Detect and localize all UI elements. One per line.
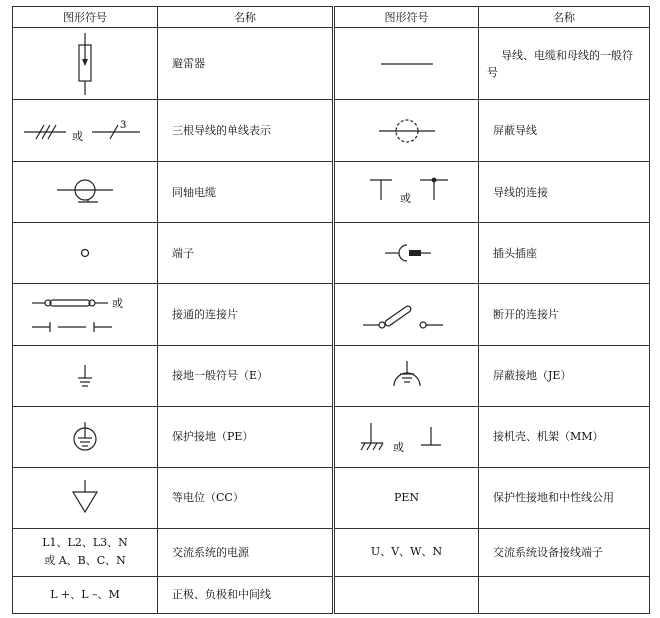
equipotential-symbol bbox=[13, 467, 158, 528]
table-row bbox=[13, 406, 650, 467]
shield-ground-icon bbox=[389, 358, 425, 394]
table-row bbox=[13, 284, 650, 345]
or-label: 或 bbox=[399, 192, 411, 206]
arrester-name: 避雷器 bbox=[158, 28, 334, 100]
arrester-symbol bbox=[13, 28, 158, 100]
shield-ground-symbol bbox=[334, 345, 479, 406]
protective-ground-name: 保护接地（PE） bbox=[158, 406, 334, 467]
ac-source-name: 交流系统的电源 bbox=[158, 528, 334, 576]
wire-junction-icon bbox=[362, 172, 452, 212]
symbol-table bbox=[12, 6, 650, 614]
plug-socket-icon bbox=[367, 238, 447, 268]
shielded-wire-icon bbox=[367, 113, 447, 149]
table-row bbox=[13, 100, 650, 162]
pen-symbol: PEN bbox=[334, 467, 479, 528]
protective-ground-symbol bbox=[13, 406, 158, 467]
closed-link-symbol bbox=[13, 284, 158, 345]
or-label: 或 bbox=[72, 129, 83, 143]
shielded-wire-name: 屏蔽导线 bbox=[479, 100, 650, 162]
dc-poles-symbol: L +、L –、M bbox=[13, 576, 158, 613]
equipotential-icon bbox=[65, 478, 105, 518]
empty-cell bbox=[334, 576, 479, 613]
three-wire-symbol bbox=[13, 100, 158, 162]
header-symbol-right: 图形符号 bbox=[334, 7, 479, 28]
shielded-wire-symbol bbox=[334, 100, 479, 162]
terminal-icon bbox=[75, 243, 95, 263]
wire-count-label: 3 bbox=[120, 119, 127, 131]
three-wire-icon bbox=[20, 116, 150, 146]
table-row bbox=[13, 162, 650, 223]
conductor-name: 导线、电缆和母线的一般符号 bbox=[479, 28, 650, 100]
protective-ground-icon bbox=[67, 419, 103, 455]
chassis-ground-symbol bbox=[334, 406, 479, 467]
open-link-name: 断开的连接片 bbox=[479, 284, 650, 345]
ground-symbol bbox=[13, 345, 158, 406]
arrester-icon bbox=[65, 31, 105, 97]
header-name-right: 名称 bbox=[479, 7, 650, 28]
pen-name: 保护性接地和中性线公用 bbox=[479, 467, 650, 528]
ground-name: 接地一般符号（E） bbox=[158, 345, 334, 406]
ac-source-line-2: 或 A、B、C、N bbox=[44, 554, 126, 568]
closed-link-icon bbox=[30, 291, 140, 337]
coax-cable-icon bbox=[45, 174, 125, 210]
plug-socket-symbol bbox=[334, 223, 479, 284]
closed-link-name: 接通的连接片 bbox=[158, 284, 334, 345]
plug-socket-name: 插头插座 bbox=[479, 223, 650, 284]
wire-junction-symbol bbox=[334, 162, 479, 223]
conductor-symbol bbox=[334, 28, 479, 100]
coax-symbol bbox=[13, 162, 158, 223]
table-row bbox=[13, 467, 650, 528]
chassis-ground-icon bbox=[357, 417, 457, 457]
table-row bbox=[13, 576, 650, 613]
table-row bbox=[13, 528, 650, 576]
terminal-name: 端子 bbox=[158, 223, 334, 284]
or-label: 或 bbox=[392, 440, 404, 454]
wire-junction-name: 导线的连接 bbox=[479, 162, 650, 223]
table-row bbox=[13, 28, 650, 100]
header-symbol-left: 图形符号 bbox=[13, 7, 158, 28]
header-name-left: 名称 bbox=[158, 7, 334, 28]
dc-poles-name: 正极、负极和中间线 bbox=[158, 576, 334, 613]
empty-cell bbox=[479, 576, 650, 613]
ac-terminal-symbol: U、V、W、N bbox=[334, 528, 479, 576]
shield-ground-name: 屏蔽接地（JE） bbox=[479, 345, 650, 406]
open-link-symbol bbox=[334, 284, 479, 345]
coax-name: 同轴电缆 bbox=[158, 162, 334, 223]
table-row bbox=[13, 345, 650, 406]
ac-terminal-name: 交流系统设备接线端子 bbox=[479, 528, 650, 576]
table-header-row bbox=[13, 7, 650, 28]
equipotential-name: 等电位（CC） bbox=[158, 467, 334, 528]
open-link-icon bbox=[357, 291, 457, 337]
chassis-ground-name: 接机壳、机架（MM） bbox=[479, 406, 650, 467]
ground-icon bbox=[70, 361, 100, 391]
three-wire-name: 三根导线的单线表示 bbox=[158, 100, 334, 162]
terminal-symbol bbox=[13, 223, 158, 284]
ac-source-symbol bbox=[13, 528, 158, 576]
ac-source-line-1: L1、L2、L3、N bbox=[42, 536, 128, 550]
or-label: 或 bbox=[112, 297, 123, 311]
conductor-line-icon bbox=[367, 59, 447, 69]
table-row bbox=[13, 223, 650, 284]
